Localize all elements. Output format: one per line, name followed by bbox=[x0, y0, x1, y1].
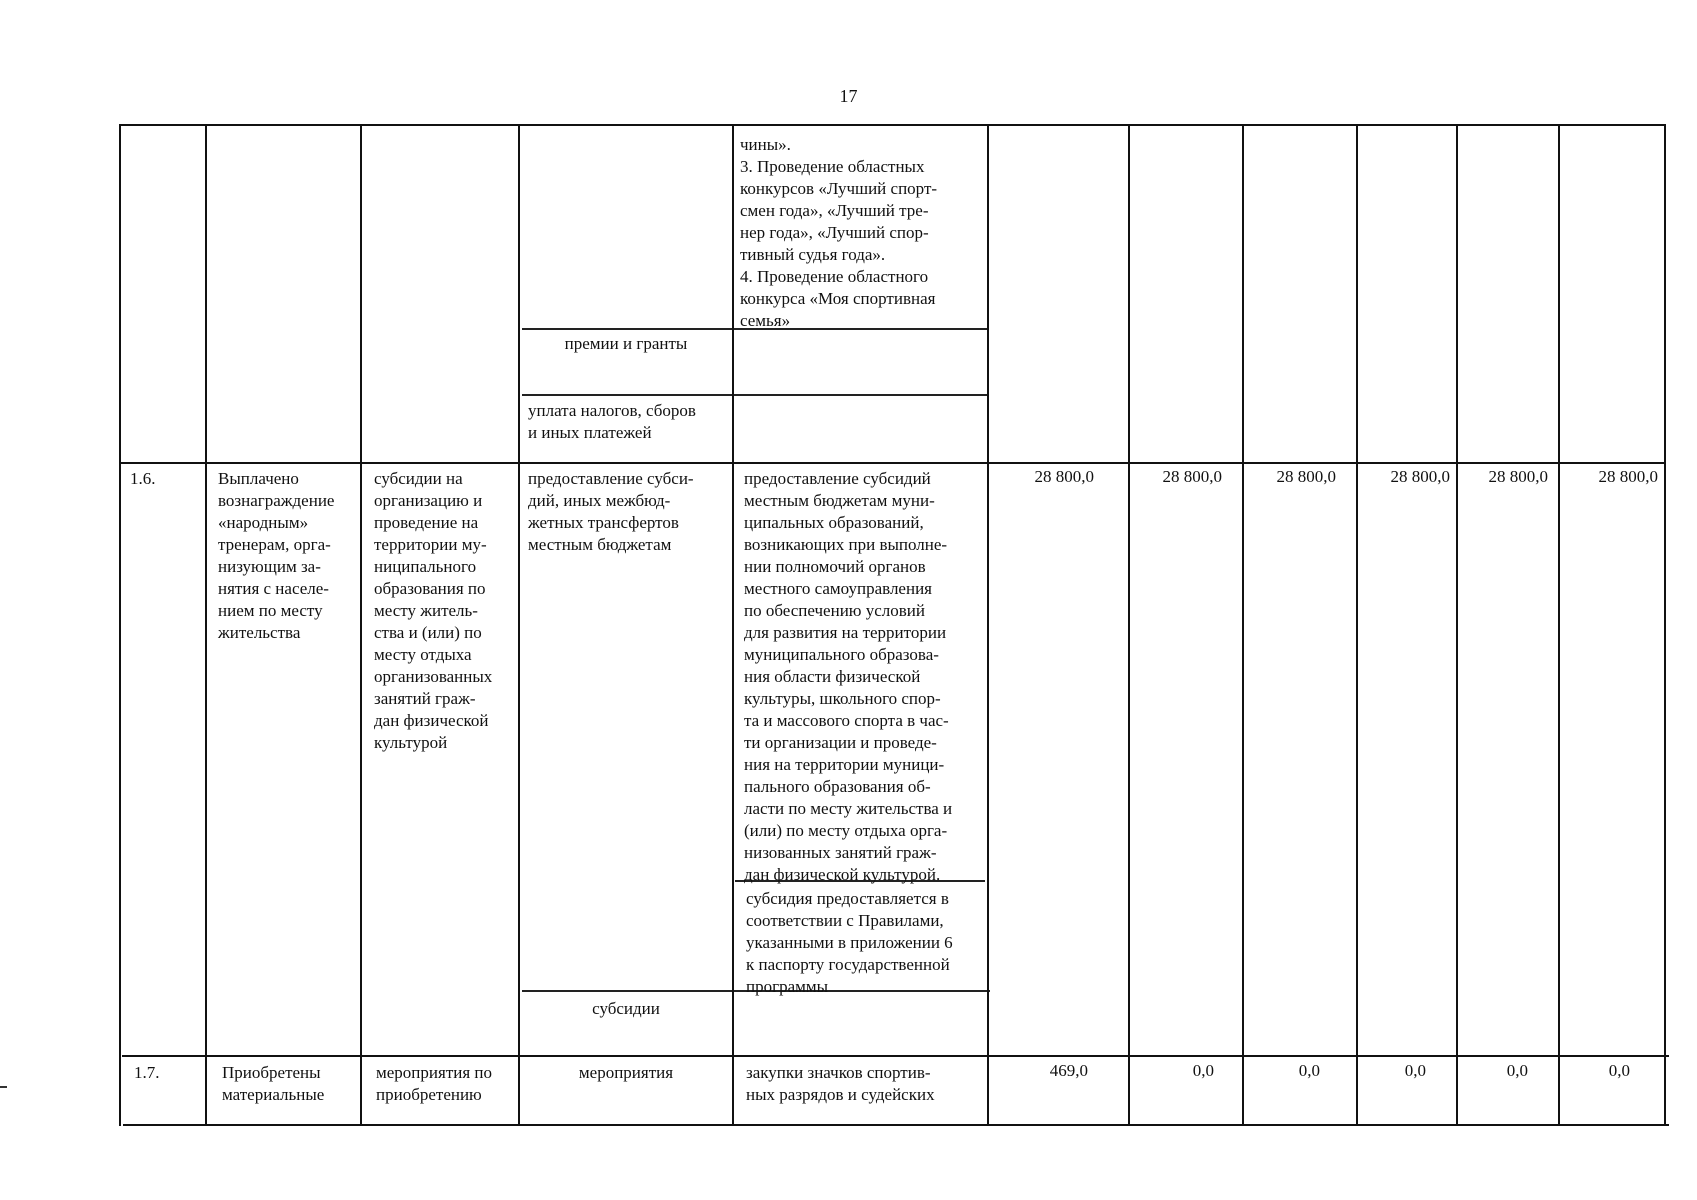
row-description: предоставление субсидий местным бюджетам муни- ципальных образований, возникающих при выполне- нии полномочий органов местного самоуправления по обеспечению условий для развития на территории муниципального образова- ния области физической культуры, школьного спор- та и массового спорта в час- ти организации и проведе- ния на территории муници- пального образования об- ласти по месту жительства и (или) по месту отдыха орга- низованных занятий граж- дан физической культурой. bbox=[744, 469, 953, 884]
subrow-label-prizes: премии и гранты bbox=[564, 334, 688, 353]
value-cell: 28 800,0 bbox=[1598, 467, 1658, 486]
row-result: Выплачено вознаграждение «народным» тренерам, орга- низующим за- нятия с населе- нием по месту жительства bbox=[218, 469, 335, 642]
value-cell: 469,0 bbox=[1049, 1061, 1088, 1080]
col-border-2 bbox=[360, 124, 362, 1126]
subrow-label-taxes: уплата налогов, сборов и иных платежей bbox=[528, 401, 696, 442]
value-cell: 28 800,0 bbox=[1390, 467, 1450, 486]
value-cell: 28 800,0 bbox=[1488, 467, 1548, 486]
col-border-5 bbox=[987, 124, 989, 1126]
col-border-3 bbox=[518, 124, 520, 1126]
col-border-9 bbox=[1456, 124, 1458, 1126]
table-top-border bbox=[119, 124, 1664, 126]
row-type: мероприятия bbox=[578, 1063, 674, 1082]
row-measure: мероприятия по приобретению bbox=[376, 1063, 493, 1104]
table-bottom-border bbox=[123, 1124, 1669, 1126]
value-cell: 0,0 bbox=[1298, 1061, 1320, 1080]
subrow-line-2 bbox=[522, 394, 987, 396]
col-border-10 bbox=[1558, 124, 1560, 1126]
row-type: предоставление субси- дий, иных межбюд- жетных трансфертов местным бюджетам bbox=[528, 469, 694, 554]
col-border-0 bbox=[119, 124, 121, 1126]
value-cell: 0,0 bbox=[1506, 1061, 1528, 1080]
col-border-6 bbox=[1128, 124, 1130, 1126]
value-cell: 28 800,0 bbox=[1162, 467, 1222, 486]
value-cell: 28 800,0 bbox=[1276, 467, 1336, 486]
continuation-description: чины». 3. Проведение областных конкурсов «Лучший спорт- смен года», «Лучший тре- нер года», «Лучший спор- тивный судья года». 4. Проведение областного конкурса «Моя спортивная семья» bbox=[740, 135, 938, 330]
value-cell: 0,0 bbox=[1192, 1061, 1214, 1080]
row-description-rules: субсидия предоставляется в соответствии с Правилами, указанными в приложении 6 к паспорту государственной программы bbox=[746, 889, 953, 996]
row-result: Приобретены материальные bbox=[222, 1063, 325, 1104]
col-border-7 bbox=[1242, 124, 1244, 1126]
value-cell: 0,0 bbox=[1608, 1061, 1630, 1080]
margin-mark bbox=[0, 1086, 7, 1088]
col-border-4 bbox=[732, 124, 734, 1126]
row-measure: субсидии на организацию и проведение на территории му- ниципального образования по месту житель- ства и (или) по месту отдыха организованных занятий граж- дан физической культурой bbox=[374, 469, 493, 752]
value-cell: 28 800,0 bbox=[1034, 467, 1094, 486]
row-subsidy-label: субсидии bbox=[592, 999, 660, 1018]
col-border-11 bbox=[1664, 124, 1666, 1126]
col-border-1 bbox=[205, 124, 207, 1126]
row-1-7-top bbox=[122, 1055, 1669, 1057]
page-number: 17 bbox=[839, 86, 858, 106]
col-border-8 bbox=[1356, 124, 1358, 1126]
row-number: 1.7. bbox=[134, 1063, 160, 1082]
row-1-6-top bbox=[121, 462, 1666, 464]
value-cell: 0,0 bbox=[1404, 1061, 1426, 1080]
row-description: закупки значков спортив- ных разрядов и судейских bbox=[746, 1063, 935, 1104]
row-number: 1.6. bbox=[130, 469, 156, 488]
